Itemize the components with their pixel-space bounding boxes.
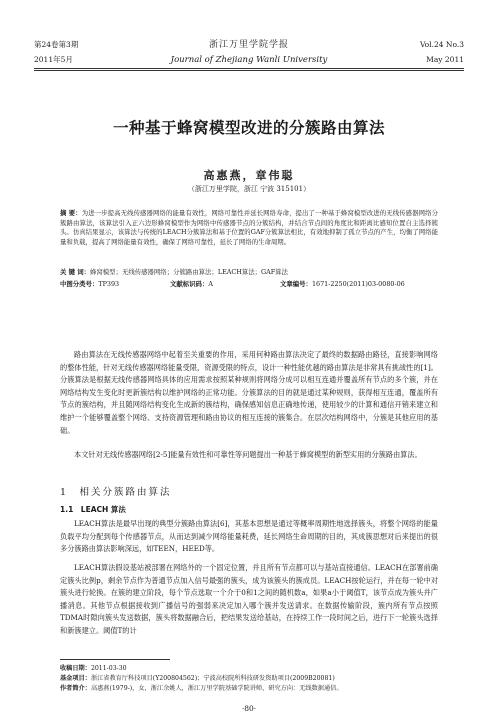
header-rule xyxy=(34,68,464,69)
received-label: 收稿日期： xyxy=(60,665,91,672)
section-heading-1: 1 相关分簇路由算法 xyxy=(60,487,172,498)
footnote-author xyxy=(60,684,448,694)
footnote xyxy=(60,664,448,693)
article-affiliation: （浙江万里学院，浙江 宁波 315101） xyxy=(187,185,311,193)
section-heading-1-1: 1.1 LEACH 算法 xyxy=(60,505,126,514)
running-header xyxy=(34,40,464,76)
author-value: 高惠燕(1979-)，女，浙江余姚人，浙江万里学院基础学院讲师，研究方向：无线数据通信。 xyxy=(90,684,343,692)
keywords-text: 蜂窝模型；无线传感器网络；分簇路由算法；LEACH算法；GAF算法 xyxy=(90,268,288,276)
header-journal-en: Journal of Zhejiang Wanli University xyxy=(170,55,328,65)
leach-paragraph-2: LEACH算法假设基站被部署在网络外的一个固定位置，并且所有节点都可以与基站直接通信。LEACH在部署前确定簇头比例p，剩余节点作为普通节点加入信号最强的簇头，成为该簇头的簇成员。LEACH按轮运行，并在每一轮中对簇头进行轮换。在簇的建立阶段，每个节点选取一个介于0和1之间的随机数a，如果a小于阈值T，该节点成为簇头并广播消息。其他节点根据接收到广播信号的强弱来决定加入哪个簇并发送请求。在数据传输阶段，簇内所有节点按照TDMA时隙向簇头发送数据，簇头将数据融合后，把结果发送给基站，在持续工作一段时间之后，进行下一轮簇头选择和新簇建立。阈值T的计 xyxy=(60,563,438,635)
article-no-label: 文章编号： xyxy=(280,280,312,288)
keywords-label: 关 键 词： xyxy=(60,268,91,276)
footnote-fund xyxy=(60,674,448,684)
doc-code-label: 文献标识码： xyxy=(170,280,209,288)
abstract-label: 摘 要： xyxy=(60,209,82,217)
header-volume-en: Vol.24 No.3 xyxy=(419,40,464,49)
footnote-received xyxy=(60,664,448,674)
clc-value: TP393 xyxy=(98,280,120,288)
keywords xyxy=(60,268,438,277)
received-value: 2011-03-30 xyxy=(90,665,127,672)
clc-label: 中图分类号： xyxy=(60,280,99,288)
article-no-value: 1671-2250(2011)03-0080-06 xyxy=(311,280,405,288)
page-number: ·80· xyxy=(241,704,257,713)
article-title: 一种基于蜂窝模型改进的分簇路由算法 xyxy=(112,119,385,137)
header-date-en: May 2011 xyxy=(426,55,464,64)
header-rule-thin xyxy=(34,70,464,71)
doc-code-value: A xyxy=(208,280,213,288)
article-authors: 高惠燕，章伟聪 xyxy=(203,169,295,182)
fund-value: 浙江省教育厅科技项目(Y200804562)；宁波高校院所科技研发资助项目(2009B20081) xyxy=(90,674,335,682)
intro-paragraph-2: 本文针对无线传感器网络[2-5]能量有效性和可靠性等问题提出一种基于蜂窝模型的新型实用的分簇路由算法。 xyxy=(74,450,422,459)
header-date-cn: 2011年5月 xyxy=(34,55,73,64)
author-label: 作者简介： xyxy=(60,684,91,692)
fund-label: 基金项目： xyxy=(60,674,91,682)
abstract xyxy=(60,209,438,247)
abstract-text: 为进一步提高无线传感器网络的能量有效性，网络可靠性并延长网络寿命，提出了一种基于蜂窝模型改进的无线传感器网络分簇路由算法，该算法引入正六边形蜂窝模型作为网络中传感器节点的分簇结构，并结合节点间的角度比和距离比感知位置自主选择簇头。仿真结果显示，该算法与传统的LEACH分簇算法和基于位置的GAF分簇算法相比，有效地抑制了孤立节点的产生，均衡了网络能量和负载，提高了网络能量有效性，确保了网络可靠性，延长了网络的生命周期。 xyxy=(60,209,438,246)
header-volume-cn: 第24卷第3期 xyxy=(34,40,79,49)
header-journal-cn: 浙江万里学院学报 xyxy=(208,40,289,50)
footnote-rule xyxy=(60,659,170,660)
leach-paragraph-1: LEACH算法是最早出现的典型分簇路由算法[6]，其基本思想是通过等概率周期性地选择簇头，将整个网络的能量负载平均分配到每个传感器节点，从而达到减少网络能量耗费，延长网络生命周期的目的，其成簇思想对后来提出的很多分簇路由算法影响深远，如TEEN，HEED等。 xyxy=(60,519,438,554)
intro-paragraph-1: 路由算法在无线传感器网络中起着至关重要的作用，采用何种路由算法决定了最终的数据路由路径，直接影响网络的整体性能，针对无线传感器网络能量受限，资源受限的特点，设计一种性能优越的路由算法是非常具有挑战性的[1]。分簇算法是根据无线传感器网络具体的应用需求按照某种规则将网络分成可以相互连通并覆盖所有节点的多个簇，并在网络结构发生变化时更新簇结构以维护网络的正常功能。分簇算法的目的就是通过某种规则，获得相互连通，覆盖所有节点的簇结构，并且随网络结构变化生成新的簇结构，确保感知信息正确地传递，使用较少的计算和通信开销来建立和维护一个能够覆盖整个网络、支持资源管理和路由协议的相互连接的簇集合。在层次结构网络中，分簇是其他应用的基础。 xyxy=(60,350,438,435)
